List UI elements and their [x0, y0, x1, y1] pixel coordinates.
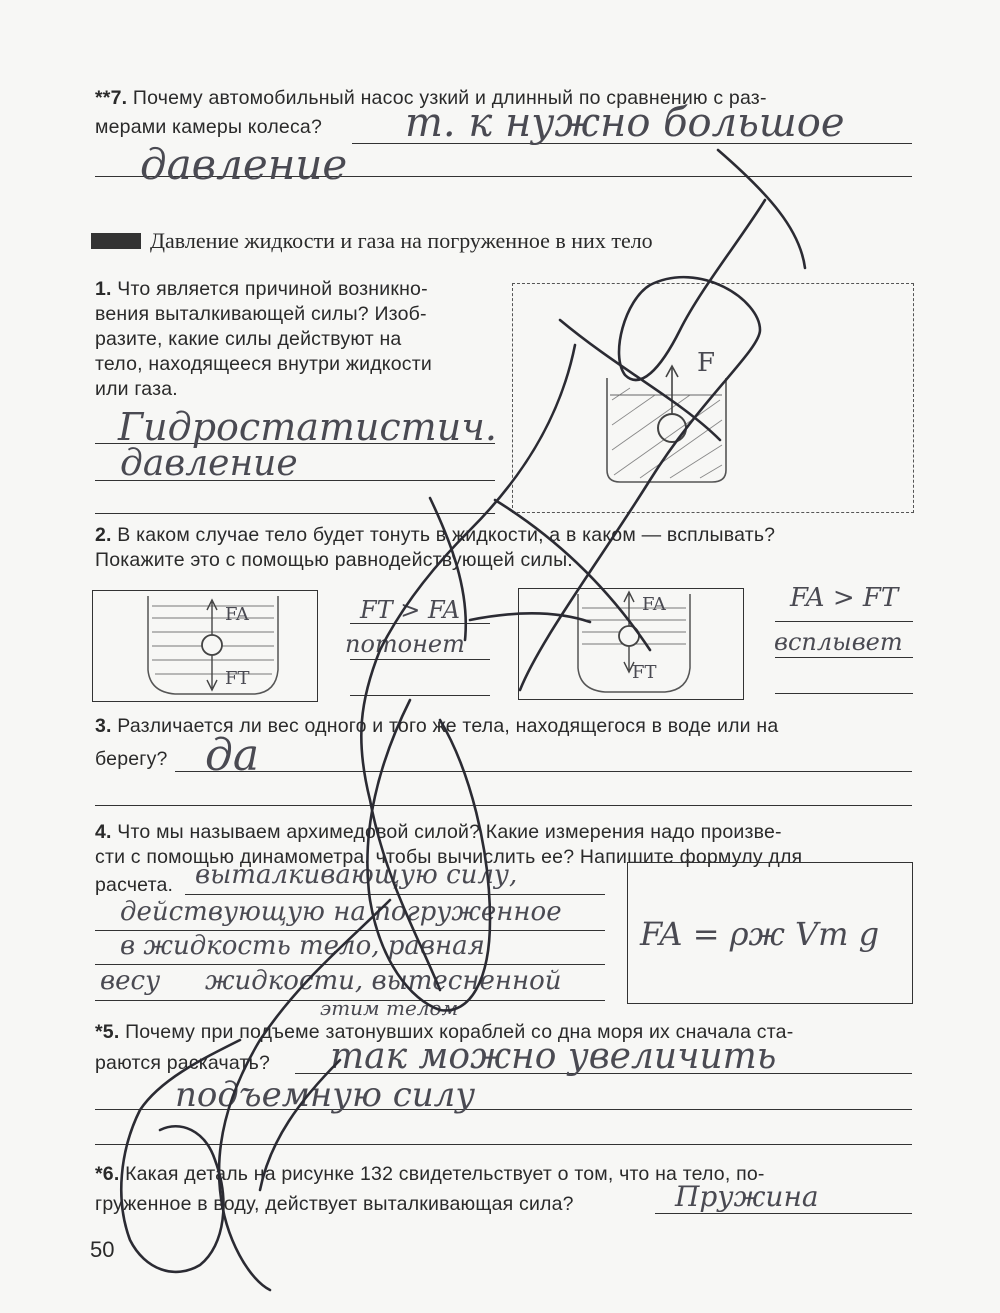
q1-answer-1[interactable]: Гидростатистич.: [118, 405, 497, 449]
section-title: Давление жидкости и газа на погруженное в них тело: [150, 228, 653, 253]
q2-fig1-bottom-label: FT: [225, 668, 250, 689]
q3-answer-line-2: [95, 805, 912, 806]
q6-text-line1: Какая деталь на рисунке 132 свидетельствует о том, что на тело, по-: [125, 1163, 765, 1185]
q4-answer-line-1: [185, 894, 605, 895]
q4-text-line1: Что мы называем архимедовой силой? Какие измерения надо произве-: [117, 821, 782, 843]
q5-answer-1[interactable]: так можно увеличить: [330, 1036, 777, 1077]
q4-number: 4.: [95, 821, 112, 843]
q4-text-line3: расчета.: [95, 874, 174, 896]
q2-text-line2: Покажите это с помощью равнодействующей силы.: [95, 549, 573, 571]
q4-text-line2: сти с помощью динамометра, чтобы вычислить ее? Напишите формулу для: [95, 846, 803, 868]
q6-text-line2: груженное в воду, действует выталкивающая сила?: [95, 1193, 574, 1215]
q3-text-line2: берегу?: [95, 748, 168, 770]
q4-answer-4b[interactable]: жидкости, вытесненной: [205, 966, 562, 996]
q7-number: **7.: [95, 87, 128, 109]
q2-ans2-bottom[interactable]: всплывет: [774, 628, 903, 656]
q7-answer-2[interactable]: давление: [140, 140, 348, 189]
q2-ans1-line-2: [350, 659, 490, 660]
q1-answer-2[interactable]: давление: [120, 443, 298, 484]
q2-figure-2[interactable]: [518, 588, 744, 700]
section-marker-icon: [91, 233, 141, 249]
q2-figure-1[interactable]: [92, 590, 318, 702]
q2-ans1-line-3: [350, 695, 490, 696]
q1-figure-label: F: [697, 348, 716, 378]
q1-text-line3: разите, какие силы действуют на: [95, 328, 402, 350]
q3-text-line1: Различается ли вес одного и того же тела, находящегося в воде или на: [117, 715, 779, 737]
q2-ans1-top[interactable]: FT > FA: [360, 596, 460, 624]
q4-formula[interactable]: FA = ρж Vт g: [640, 915, 880, 953]
q2-ans2-line-1: [775, 621, 913, 622]
q4-answer-3[interactable]: в жидкость тело, равная: [120, 931, 485, 961]
q2-ans1-bottom[interactable]: потонет: [345, 630, 465, 658]
q7-text-line1: Почему автомобильный насос узкий и длинный по сравнению с раз-: [132, 87, 767, 109]
q2-fig1-top-label: FA: [225, 604, 249, 625]
q2-fig2-top-label: FA: [642, 594, 666, 615]
q2-ans2-line-3: [775, 693, 913, 694]
q2-ans2-line-2: [775, 657, 913, 658]
q1-text-line2: вения выталкивающей силы? Изоб-: [95, 303, 427, 325]
q5-text-line2: раются раскачать?: [95, 1052, 271, 1074]
q1-number: 1.: [95, 278, 112, 300]
q6-number: *6.: [95, 1163, 120, 1185]
q2-fig2-bottom-label: FT: [632, 662, 657, 683]
q1-drawing-area[interactable]: [512, 283, 914, 513]
q5-answer-2[interactable]: подъемную силу: [175, 1075, 476, 1115]
q4-answer-line-3: [95, 964, 605, 965]
q1-answer-line-3: [95, 513, 495, 514]
q4-answer-4a[interactable]: весу: [100, 966, 161, 996]
q7-text-line2: мерами камеры колеса?: [95, 116, 323, 138]
q6-answer-line: [655, 1213, 912, 1214]
q3-number: 3.: [95, 715, 112, 737]
page-number: 50: [90, 1237, 115, 1262]
q5-text-line1: Почему при подъеме затонувших кораблей со дна моря их сначала ста-: [125, 1021, 794, 1043]
q4-answer-5[interactable]: этим телом: [320, 996, 459, 1020]
q5-answer-line-3: [95, 1144, 912, 1145]
q5-number: *5.: [95, 1021, 120, 1043]
q1-text-line4: тело, находящееся внутри жидкости: [95, 353, 432, 375]
q1-text-line1: Что является причиной возникно-: [117, 278, 428, 300]
q2-text-line1: В каком случае тело будет тонуть в жидкости, а в каком — всплывать?: [117, 524, 776, 546]
q4-answer-1[interactable]: выталкивающую силу,: [195, 860, 518, 890]
q7-answer-1[interactable]: т. к нужно большое: [405, 100, 845, 146]
q4-answer-2[interactable]: действующую на погруженное: [120, 897, 562, 927]
q2-ans2-top[interactable]: FA > FT: [790, 583, 899, 613]
q3-answer[interactable]: да: [205, 730, 260, 781]
q1-text-line5: или газа.: [95, 378, 178, 400]
q2-number: 2.: [95, 524, 112, 546]
q6-answer[interactable]: Пружина: [675, 1180, 819, 1213]
q3-answer-line-1: [175, 771, 912, 772]
